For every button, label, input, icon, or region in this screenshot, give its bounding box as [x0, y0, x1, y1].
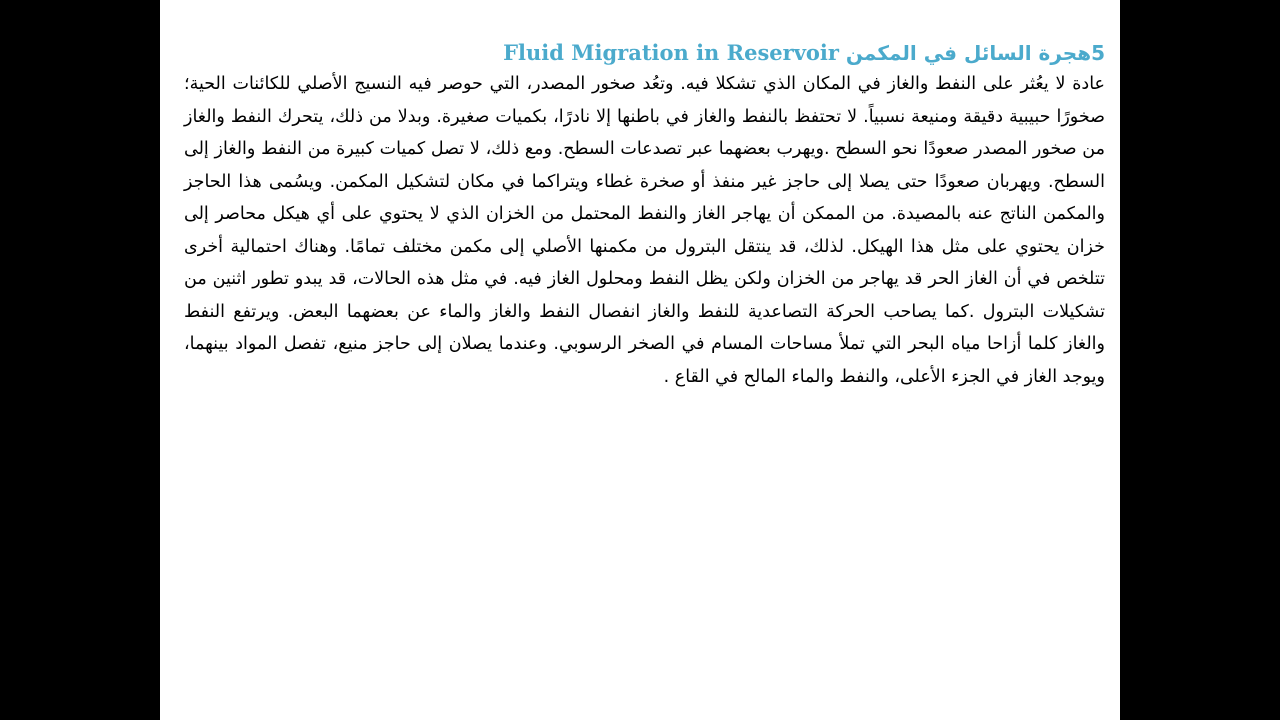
slide-page	[160, 0, 1120, 720]
heading-number: 5	[1091, 41, 1105, 65]
slide-heading	[184, 38, 1105, 68]
slide-content	[184, 38, 1105, 393]
heading-arabic: هجرة السائل في المكمن	[845, 41, 1092, 65]
heading-english: Fluid Migration in Reservoir	[503, 40, 839, 65]
body-paragraph: عادة لا يعُثر على النفط والغاز في المكان الذي تشكلا فيه. وتعُد صخور المصدر، التي حوصر فيه النسيج الأصلي للكائنات الحية؛ صخورًا حبيبية دقيقة ومنيعة نسبياً. لا تحتفظ بالنفط والغاز في باطنها إلا نادرًا، بكميات صغيرة. وبدلا من ذلك، يتحرك النفط والغاز من صخور المصدر صعودًا نحو السطح .ويهرب بعضهما عبر تصدعات السطح. ومع ذلك، لا تصل كميات كبيرة من النفط والغاز إلى السطح. ويهربان صعودًا حتى يصلا إلى حاجز غير منفذ أو صخرة غطاء ويتراكما في مكان لتشكيل المكمن. ويسُمى هذا الحاجز والمكمن الناتج عنه بالمصيدة. من الممكن أن يهاجر الغاز والنفط المحتمل من الخزان الذي لا يحتوي على أي هيكل محاصر إلى خزان يحتوي على مثل هذا الهيكل. لذلك، قد ينتقل البترول من مكمنها الأصلي إلى مكمن مختلف تمامًا. وهناك احتمالية أخرى تتلخص في أن الغاز الحر قد يهاجر من الخزان ولكن يظل النفط ومحلول الغاز فيه. في مثل هذه الحالات، قد يبدو تطور اثنين من تشكيلات البترول .كما يصاحب الحركة التصاعدية للنفط والغاز انفصال النفط والغاز والماء عن بعضهما البعض. ويرتفع النفط والغاز كلما أزاحا مياه البحر التي تملأ مساحات المسام في الصخر الرسوبي. وعندما يصلان إلى حاجز منيع، تفصل المواد بينهما، ويوجد الغاز في الجزء الأعلى، والنفط والماء المالح في القاع .	[184, 74, 1105, 387]
